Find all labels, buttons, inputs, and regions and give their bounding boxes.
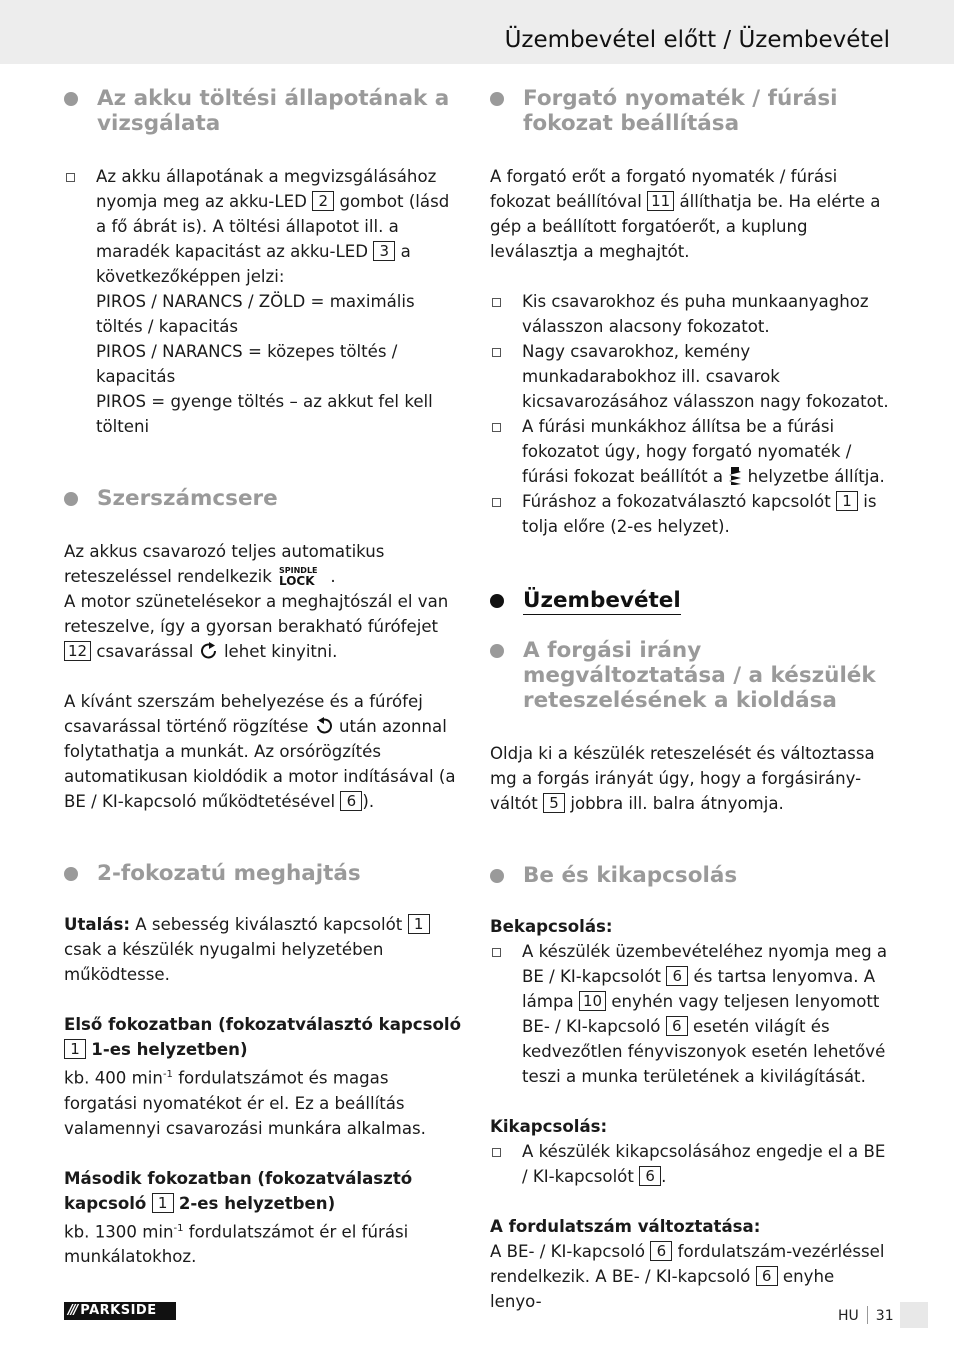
svg-text:SPINDLE: SPINDLE [279, 566, 318, 575]
right-column [490, 84, 890, 1314]
rotate-clockwise-icon [199, 642, 219, 660]
checkbox-bullet-icon [66, 173, 75, 182]
ref-number: 6 [340, 791, 362, 811]
section-heading-two-speed: 2-fokozatú meghajtás [64, 861, 464, 886]
divider [867, 1306, 868, 1324]
bullet-dot-icon [64, 92, 78, 106]
paragraph: Az akkus csavarozó teljes automatikus reteszeléssel rendelkezik SPINDLE LOCK . A motor szünetelésekor a meghajtószál el van reteszelve, így a gyorsan berakható fúrófejet 12 csavarással lehet kinyitni. [64, 542, 449, 661]
paragraph: Oldja ki a készülék reteszelését és változtassa mg a forgás irányát úgy, hogy a forgásirány-váltót 5 jobbra ill. balra átnyomja. [490, 744, 875, 813]
subheading-speed-control: A fordulatszám változtatása: [490, 1217, 761, 1236]
paragraph: A kívánt szerszám behelyezése és a fúrófej csavarással történő rögzítése után azonnal folytathatja a munkát. Az orsórögzítés automatikusan kioldódik a motor indításával (a BE / KI-kapcsoló működtetésével 6 ). [64, 692, 456, 811]
ref-number: 6 [756, 1266, 778, 1286]
section-heading-battery-check: Az akku töltési állapotának a vizsgálata [64, 86, 464, 136]
rotate-counterclockwise-icon [314, 717, 334, 735]
checkbox-bullet-icon [492, 498, 501, 507]
subheading-switch-off: Kikapcsolás: [490, 1117, 608, 1136]
ref-number: 3 [373, 241, 395, 261]
page-title: Üzembevétel előtt / Üzembevétel [504, 27, 890, 53]
list-item: A készülék üzembevételéhez nyomja meg a BE / KI-kapcsolót 6 és tartsa lenyomva. A lámpa 10 enyhén vagy teljesen lenyomott BE- / KI-kapcsoló 6 esetén világít és kedvezőtlen fényviszonyok esetén lehetővé teszi a munka területének a kivilágítását. [490, 939, 890, 1089]
page-number: 31 [875, 1308, 894, 1324]
ref-number: 6 [666, 1016, 688, 1036]
page-header [0, 0, 954, 64]
ref-number: 2 [312, 191, 334, 211]
parkside-logo: /// PARKSIDE [64, 1302, 176, 1320]
note-paragraph: Utalás: A sebesség kiválasztó kapcsolót 1 csak a készülék nyugalmi helyzetében működtesse. [64, 912, 464, 987]
gear-two-paragraph: Második fokozatban (fokozatválasztó kapcsoló 1 2-es helyzetben) kb. 1300 $\min^{-1}$ fordulatszámot ér el fúrási munkálatokhoz. [64, 1168, 413, 1267]
gear-one-paragraph: Első fokozatban (fokozatválasztó kapcsoló 1 1-es helyzetben) kb. 400 $\min^{-1}$ fordulatszámot és magas forgatási nyomatékot ér el. Ez a beállítás valamennyi csavarozási munkára alkalmas. [64, 1015, 461, 1138]
list-item: Nagy csavarokhoz, kemény munkadarabokhoz ill. csavarok kicsavarozásához válasszon nagy fokozatot. [490, 339, 890, 414]
drill-mode-icon [728, 467, 742, 485]
ref-number: 5 [543, 793, 565, 813]
subheading-switch-on: Bekapcsolás: [490, 917, 613, 936]
bullet-dot-icon [490, 92, 504, 106]
page-tab-marker [900, 1302, 928, 1328]
paragraph: A BE- / KI-kapcsoló 6 fordulatszám-vezérléssel rendelkezik. A BE- / KI-kapcsoló 6 enyhe lenyo- [490, 1242, 885, 1311]
list-item: Fúráshoz a fokozatválasztó kapcsolót 1 is tolja előre (2-es helyzet). [490, 489, 890, 539]
ref-number: 11 [647, 191, 674, 211]
checkbox-bullet-icon [492, 948, 501, 957]
ref-number: 6 [650, 1241, 672, 1261]
section-heading-tool-change: Szerszámcsere [64, 486, 464, 511]
list-item: Az akku állapotának a megvizsgálásához nyomja meg az akku-LED 2 gombot (lásd a fő ábrát is). A töltési állapotot ill. a maradék kapacitást az akku-LED 3 a következőképpen jelzi: PIROS / NARANCS / ZÖLD = maximális töltés / kapacitás PIROS / NARANCS = közepes töltés / kapacitás PIROS = gyenge töltés – az akkut fel kell tölteni [64, 164, 464, 439]
section-heading-rotation-direction: A forgási irány megváltoztatása / a készülék reteszelésének a kioldása [490, 638, 890, 713]
language-code: HU [838, 1308, 859, 1324]
bullet-dot-icon [490, 869, 504, 883]
ref-number: 1 [836, 491, 858, 511]
list-item: Kis csavarokhoz és puha munkaanyaghoz válasszon alacsony fokozatot. [490, 289, 890, 339]
ref-number: 1 [408, 914, 430, 934]
spindle-lock-icon [277, 565, 325, 587]
checkbox-bullet-icon [492, 423, 501, 432]
list-item: A készülék kikapcsolásához engedje el a BE / KI-kapcsolót 6 . [490, 1139, 890, 1189]
ref-number: 1 [152, 1193, 174, 1213]
section-heading-torque: Forgató nyomaték / fúrási fokozat beállítása [490, 86, 890, 136]
ref-number: 6 [639, 1166, 661, 1186]
logo-stripes-icon: /// [68, 1303, 77, 1318]
section-heading-operation: Üzembevétel [490, 588, 890, 613]
left-column [64, 84, 464, 1269]
ref-number: 1 [64, 1039, 86, 1059]
ref-number: 6 [666, 966, 688, 986]
page-info [838, 1306, 894, 1324]
bullet-dot-icon [490, 594, 504, 608]
bullet-dot-icon [64, 492, 78, 506]
bullet-dot-icon [490, 644, 504, 658]
ref-number: 10 [579, 991, 606, 1011]
list-item: A fúrási munkákhoz állítsa be a fúrási fokozatot úgy, hogy forgató nyomaték / fúrási fokozat beállítót a helyzetbe állítja. [490, 414, 890, 489]
paragraph: A forgató erőt a forgató nyomaték / fúrási fokozat beállítóval 11 állíthatja be. Ha elérte a gép a beállított forgatóerőt, a kuplung leválasztja a meghajtót. [490, 167, 881, 261]
bullet-dot-icon [64, 867, 78, 881]
section-heading-on-off: Be és kikapcsolás [490, 863, 890, 888]
checkbox-bullet-icon [492, 298, 501, 307]
checkbox-bullet-icon [492, 348, 501, 357]
svg-text:LOCK: LOCK [279, 574, 315, 587]
checkbox-bullet-icon [492, 1148, 501, 1157]
ref-number: 12 [64, 641, 91, 661]
